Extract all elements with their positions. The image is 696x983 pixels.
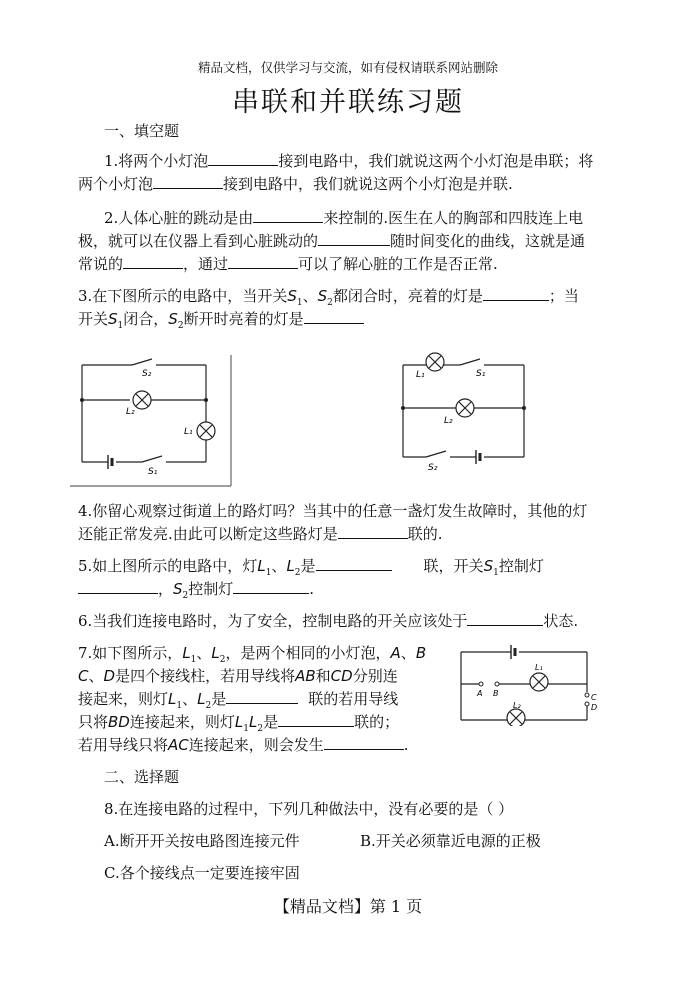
lamp-l1-label: L: [168, 690, 177, 708]
circuit-diagram-left: [70, 350, 240, 490]
q7-text: 联的；: [354, 713, 400, 731]
question-8-option-a: A.断开开关按电路图连接元件: [104, 832, 300, 850]
separator: 、: [400, 644, 416, 662]
separator: 、: [182, 690, 198, 708]
label-a: A: [477, 689, 483, 698]
q1-text-b: 接到电路中，我们就说这两个小灯泡是串联；将: [278, 152, 594, 170]
answer-blank: [278, 711, 354, 727]
terminal-b-post: [495, 682, 499, 686]
subscript: 1: [296, 298, 303, 308]
label-l2: L₂: [513, 701, 521, 710]
q5-text-c: 联，开关: [423, 557, 484, 575]
question-4-line-2: [78, 521, 443, 547]
switch-s2-label: S: [168, 310, 178, 328]
q3-text-c: ；当: [548, 287, 579, 305]
question-7-line-5: [78, 732, 409, 758]
q5-text-f: 控制灯: [188, 580, 234, 598]
terminals-ac: AC: [168, 736, 189, 754]
lamp-l1-label: L: [234, 713, 244, 731]
subscript: 1: [117, 321, 124, 331]
lamp-l1-label: L: [182, 644, 191, 662]
q6-text-b: 状态.: [543, 612, 579, 630]
subscript: 1: [243, 724, 249, 734]
answer-blank: [228, 253, 298, 269]
section-multiple-choice: 二、选择题: [104, 768, 180, 786]
subscript: 2: [177, 321, 184, 331]
q5-text-e: ，: [158, 580, 174, 598]
subscript: 1: [493, 568, 499, 578]
answer-blank: [208, 150, 278, 166]
q7-text: 是: [263, 713, 279, 731]
label-s2: S₂: [142, 369, 152, 379]
lamp-l1-label: L: [257, 557, 266, 575]
terminal-c-post: [585, 693, 589, 697]
answer-blank: [304, 308, 364, 324]
answer-blank: [253, 207, 323, 223]
subscript: 2: [219, 655, 226, 665]
label-l2: L₂: [444, 416, 453, 426]
terminals-bd: BD: [108, 713, 130, 731]
lamp-l2-label: L: [197, 690, 206, 708]
q7-text: 联的若用导线: [308, 690, 399, 708]
question-2-line-3: [78, 251, 498, 277]
terminal-a: A: [390, 644, 401, 662]
q2-text-a: 2.人体心脏的跳动是由: [104, 209, 254, 227]
question-8-stem: 8.在连接电路的过程中，下列几种做法中，没有必要的是（ ）: [104, 800, 514, 818]
subscript: 1: [176, 701, 183, 711]
answer-blank: [324, 734, 404, 750]
q7-text: ，是两个相同的小灯泡，: [225, 644, 391, 662]
page-footer: 【精品文档】第 1 页: [273, 897, 423, 916]
q3-text-f: 断开时亮着的灯是: [183, 310, 304, 328]
q2-text-e: 常说的: [78, 255, 124, 273]
label-l1: L₁: [535, 663, 543, 672]
terminal-d-post: [585, 702, 589, 706]
separator: 、: [196, 644, 212, 662]
question-1-line-2: [78, 171, 513, 197]
q2-text-g: 可以了解心脏的工作是否正常.: [298, 255, 498, 273]
lamp-l2-label: L: [286, 557, 295, 575]
terminals-ab: AB: [295, 667, 316, 685]
q7-text: 7.如下图所示，: [78, 644, 183, 662]
junction-dot: [401, 406, 405, 410]
terminal-a-post: [479, 682, 483, 686]
label-b: B: [493, 689, 499, 698]
q1-text-c: 两个小灯泡: [78, 175, 154, 193]
answer-blank: [78, 578, 158, 594]
question-8-option-b: B.开关必须靠近电源的正极: [360, 832, 541, 850]
answer-blank: [153, 173, 223, 189]
answer-blank: [338, 523, 408, 539]
q3-text-b: 都闭合时，亮着的灯是: [332, 287, 483, 305]
q7-text: .: [403, 736, 409, 754]
q4-text-b: 还能正常发亮.由此可以断定这些路灯是: [78, 525, 338, 543]
lamp-l2-label: L: [211, 644, 220, 662]
separator: 、: [271, 557, 287, 575]
q5-text-d: 控制灯: [498, 557, 544, 575]
label-d: D: [591, 703, 598, 712]
question-6: [78, 608, 578, 634]
subscript: 2: [205, 701, 212, 711]
q7-text: 连接起来，则灯: [129, 713, 235, 731]
lamp-l2-label: L: [248, 713, 258, 731]
circuit-diagram-q7: [455, 640, 605, 726]
subscript: 2: [294, 568, 301, 578]
q5-text-b: 是: [300, 557, 316, 575]
answer-blank: [467, 610, 543, 626]
switch-s2-label: S: [317, 287, 328, 305]
answer-blank: [318, 230, 390, 246]
q2-text-b: 来控制的.医生在人的胸部和四肢连上电: [323, 209, 584, 227]
q7-text: 若用导线只将: [78, 736, 169, 754]
question-4-line-1: 4.你留心观察过街道上的路灯吗？当其中的任意一盏灯发生故障时，其他的灯: [78, 502, 588, 520]
q7-text: 是四个接线柱，若用导线将: [115, 667, 296, 685]
q7-text: 是: [211, 690, 227, 708]
junction-dot: [204, 398, 208, 402]
document-title: 串联和并联练习题: [232, 87, 464, 118]
question-8-option-c: C.各个接线点一定要连接牢固: [104, 864, 300, 882]
label-s1: S₁: [476, 369, 486, 379]
answer-blank: [233, 578, 309, 594]
separator: 、: [88, 667, 104, 685]
terminal-d: D: [103, 667, 116, 685]
switch-s1-label: S: [108, 310, 118, 328]
answer-blank: [483, 285, 549, 301]
question-3-line-2: [78, 306, 364, 339]
q7-text: 只将: [78, 713, 109, 731]
q2-text-d: 随时间变化的曲线，这就是通: [390, 232, 586, 250]
q3-text-e: 闭合，: [123, 310, 169, 328]
label-s1: S₁: [148, 467, 158, 477]
section-fill-in: 一、填空题: [104, 122, 180, 140]
q7-text: 和: [315, 667, 331, 685]
answer-blank: [226, 688, 298, 704]
q2-text-c: 极，就可以在仪器上看到心脏跳动的: [78, 232, 319, 250]
q4-text-c: 联的.: [407, 525, 443, 543]
subscript: 2: [327, 298, 333, 308]
switch-s2-label: S: [173, 580, 183, 598]
answer-blank: [123, 253, 183, 269]
subscript: 1: [190, 655, 197, 665]
junction-dot: [522, 406, 526, 410]
q3-text-d: 开关: [78, 310, 109, 328]
label-l1: L₁: [416, 370, 425, 380]
terminals-cd: CD: [330, 667, 353, 685]
label-l1: L₁: [184, 427, 193, 437]
subscript: 1: [265, 568, 272, 578]
q1-text-a: 1.将两个小灯泡: [104, 152, 209, 170]
separator: 、: [302, 287, 318, 305]
circuit-diagram-right: [398, 350, 530, 472]
q7-text: 连接起来，则会发生: [188, 736, 324, 754]
terminal-c: C: [78, 667, 89, 685]
q3-text-a: 3.在下图所示的电路中，当开关: [78, 287, 288, 305]
switch-s1-label: S: [483, 557, 494, 575]
terminal-b: B: [415, 644, 427, 662]
switch-s1-label: S: [287, 287, 297, 305]
q7-text: 接起来，则灯: [78, 690, 169, 708]
q5-text-a: 5.如上图所示的电路中，灯: [78, 557, 258, 575]
question-5-line-2: [78, 576, 314, 609]
junction-dot: [80, 398, 84, 402]
q2-text-f: ，通过: [183, 255, 229, 273]
subscript: 2: [182, 591, 189, 601]
answer-blank: [316, 555, 392, 571]
page-header: 精品文档，仅供学习与交流，如有侵权请联系网站删除: [197, 60, 498, 75]
q5-text-g: .: [309, 580, 315, 598]
subscript: 2: [257, 724, 264, 734]
q1-text-d: 接到电路中，我们就说这两个小灯泡是并联.: [223, 175, 513, 193]
q7-text: 分别连: [352, 667, 398, 685]
label-s2: S₂: [428, 463, 438, 472]
label-c: C: [591, 693, 597, 702]
q6-text-a: 6.当我们连接电路时，为了安全，控制电路的开关应该处于: [78, 612, 468, 630]
label-l2: L₂: [126, 407, 135, 417]
